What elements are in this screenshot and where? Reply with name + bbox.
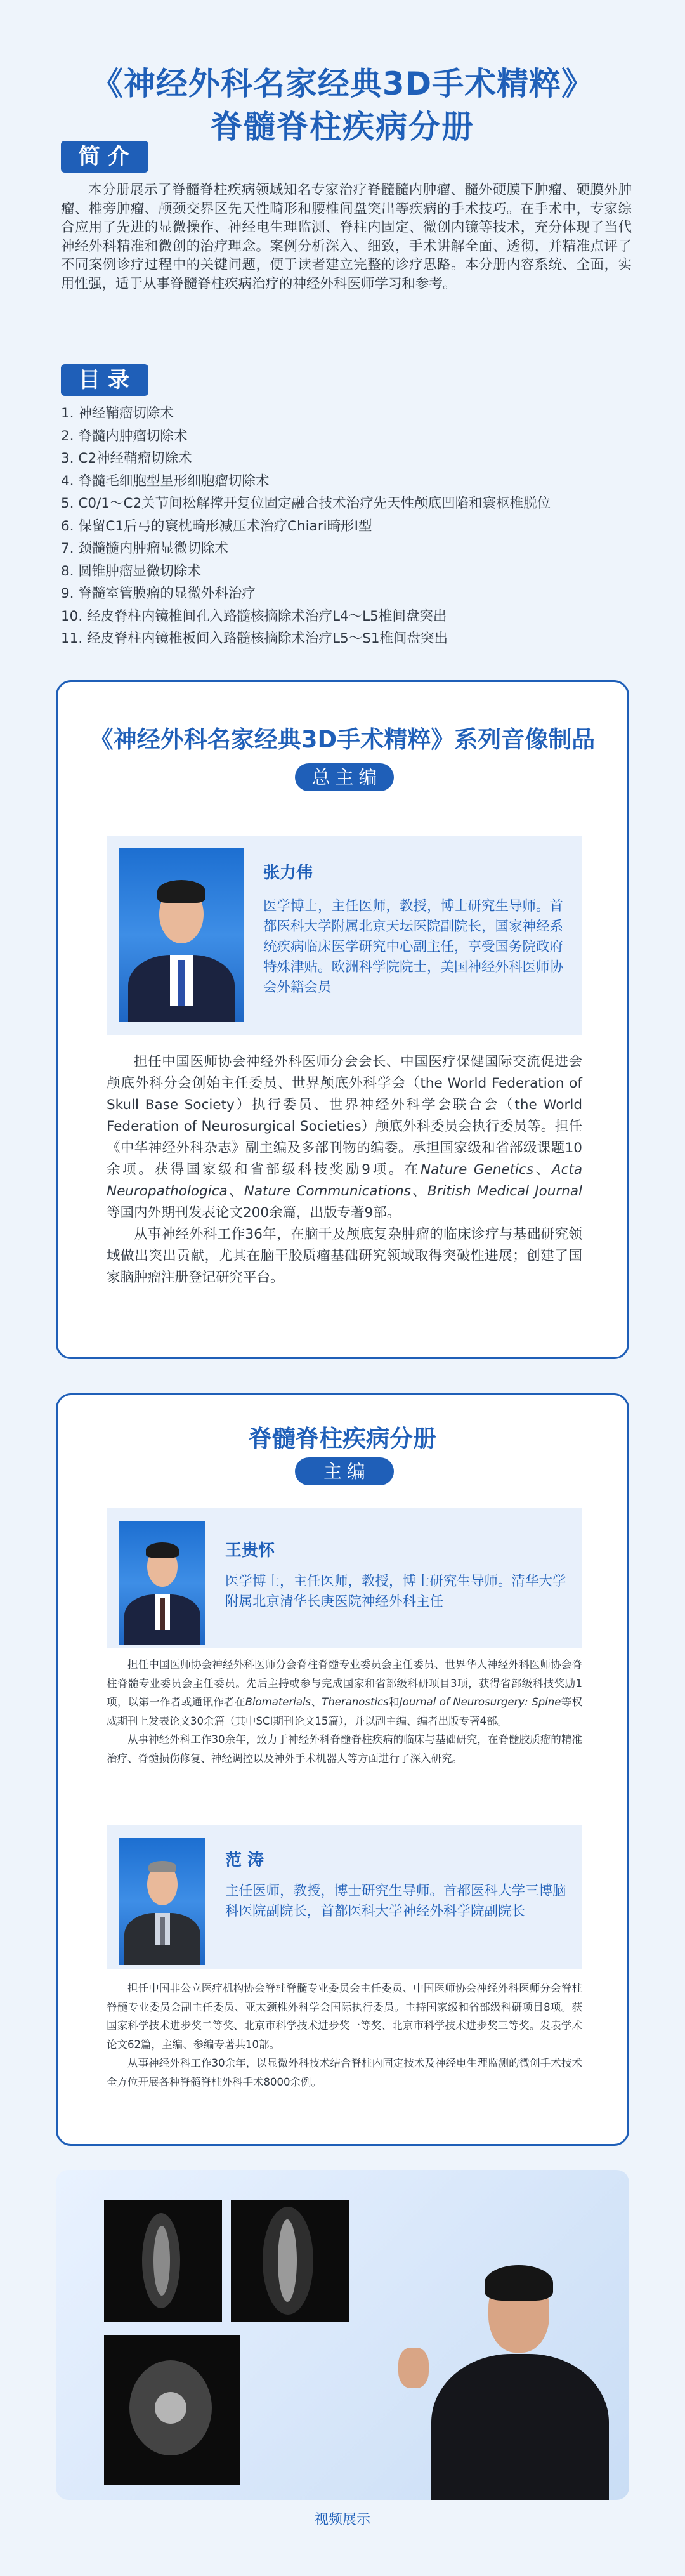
chief-editor-bio [107, 1051, 582, 1289]
editor-bio-fan [107, 1979, 582, 2091]
toc-item: 10. 经皮脊柱内镜椎间孔入路髓核摘除术治疗L4～L5椎间盘突出 [61, 608, 447, 624]
editor-profile-wang [107, 1508, 582, 1648]
toc-item: 2. 脊髓内肿瘤切除术 [61, 428, 188, 444]
editor-desc-fan: 主任医师，教授，博士研究生导师。首都医科大学三博脑科医院副院长，首都医科大学神经外科学院副院长 [225, 1883, 566, 1919]
toc-item: 3. C2神经鞘瘤切除术 [61, 450, 192, 466]
toc-tag: 目录 [61, 364, 148, 396]
editor-desc-wang: 医学博士，主任医师，教授，博士研究生导师。清华大学附属北京清华长庚医院神经外科主任 [225, 1574, 566, 1610]
chief-editor-profile [107, 836, 582, 1035]
toc-item: 6. 保留C1后弓的寰枕畸形减压术治疗Chiari畸形Ⅰ型 [61, 518, 372, 534]
volume-card-title: 脊髓脊柱疾病分册 [249, 1425, 436, 1452]
presenter-hand [398, 2348, 429, 2388]
toc-item: 9. 脊髓室管膜瘤的显微外科治疗 [61, 586, 256, 601]
toc-item: 1. 神经鞘瘤切除术 [61, 405, 174, 421]
chief-editor-desc: 医学博士，主任医师，教授，博士研究生导师。首都医科大学附属北京天坛医院副院长，国家神经系统疾病临床医学研究中心副主任，享受国务院政府特殊津贴。欧洲科学院院士，美国神经外科医师协会外籍会员 [263, 898, 564, 996]
intro-text [61, 181, 632, 293]
toc-item: 5. C0/1～C2关节间松解撑开复位固定融合技术治疗先天性颅底凹陷和寰枢椎脱位 [61, 496, 551, 511]
toc-list [61, 402, 644, 650]
toc-item: 4. 脊髓毛细胞型星形细胞瘤切除术 [61, 473, 270, 489]
chief-editor-bio-paragraph: 从事神经外科工作36年，在脑干及颅底复杂肿瘤的临床诊疗与基础研究领域做出突出贡献，尤其在脑干胶质瘤基础研究领域取得突破性进展；创建了国家脑肿瘤注册登记研究平台。 [107, 1226, 582, 1285]
toc-item: 11. 经皮脊柱内镜椎板间入路髓核摘除术治疗L5～S1椎间盘突出 [61, 631, 448, 647]
editor-bio-wang [107, 1655, 582, 1768]
mri-image [104, 2335, 240, 2485]
intro-tag: 简介 [61, 141, 148, 173]
volume-card [56, 1393, 629, 2146]
editor-bio-paragraph: 担任中国非公立医疗机构协会脊柱脊髓专业委员会主任委员、中国医师协会神经外科医师分会脊柱脊髓专业委员会副主任委员、亚太颈椎外科学会国际执行委员。主持国家级和省部级科研项目8项。获国家科学技术进步奖二等奖、北京市科学技术进步奖一等奖、北京市科学技术进步奖三等奖。发表学术论文62篇，主编、参编专著共10部。 [107, 1982, 582, 2051]
page-subtitle: 脊髓脊柱疾病分册 [211, 108, 474, 145]
chief-editor-name: 张力伟 [263, 864, 313, 883]
intro-paragraph: 本分册展示了脊髓脊柱疾病领域知名专家治疗脊髓髓内肿瘤、髓外硬膜下肿瘤、硬膜外肿瘤、椎旁肿瘤、颅颈交界区先天性畸形和腰椎间盘突出等疾病的手术技巧。在手术中，专家综合应用了先进的显微操作、神经电生理监测、脊柱内固定、微创内镜等技术，充分体现了当代神经外科精准和微创的治疗理念。案例分析深入、细致，手术讲解全面、透彻，并精准点评了不同案例诊疗过程中的关键问题，便于读者建立完整的诊疗思路。本分册内容系统、全面，实用性强，适于从事脊髓脊柱疾病治疗的神经外科医师学习和参考。 [61, 182, 632, 292]
page-title: 《神经外科名家经典3D手术精粹》 [91, 65, 594, 102]
series-card [56, 680, 629, 1359]
mri-image [104, 2200, 222, 2322]
toc-item: 8. 圆锥肿瘤显微切除术 [61, 563, 201, 579]
editor-photo-fan [119, 1838, 206, 1965]
chief-editor-photo [119, 848, 244, 1022]
presenter-hair [485, 2265, 553, 2301]
editor-name-fan: 范 涛 [225, 1851, 264, 1870]
chief-editor-bio-paragraph: 担任中国医师协会神经外科医师分会会长、中国医疗保健国际交流促进会颅底外科分会创始主任委员、世界颅底外科学会（the World Federation of Skull Base Society）执行委员、世界神经外科学会联合会（the World Federation of Neurosurgical Societies）颅底外科委员会执行委员等。担任《中华神经外科杂志》副主编及多部刊物的编委。承担国家级和省部级课题10余项。获得国家级和省部级科技奖励9项。在Nature Genetics、Acta Neuropathologica、Nature Communications、British Medical Journal等国内外期刊发表论文200余篇，出版专著9部。 [107, 1054, 582, 1221]
series-card-title: 《神经外科名家经典3D手术精粹》系列音像制品 [89, 726, 596, 753]
editor-name-wang: 王贵怀 [225, 1541, 275, 1560]
editor-bio-paragraph: 担任中国医师协会神经外科医师分会脊柱脊髓专业委员会主任委员、世界华人神经外科医师协会脊柱脊髓专业委员会主任委员。先后主持或参与完成国家和省部级科研项目3项，获得省部级科技奖励1项，以第一作者或通讯作者在Biomaterials、Theranostics和Journal of Neurosurgery: Spine等权威期刊上发表论文30余篇（其中SCI期刊论文15篇），并以副主编、编者出版专著4部。 [107, 1659, 583, 1727]
editor-profile-fan [107, 1825, 582, 1969]
editor-bio-paragraph: 从事神经外科工作30余年，致力于神经外科脊髓脊柱疾病的临床与基础研究，在脊髓胶质瘤的精准治疗、脊髓损伤修复、神经调控以及神外手术机器人等方面进行了深入研究。 [107, 1733, 582, 1764]
editor-bio-paragraph: 从事神经外科工作30余年，以显微外科技术结合脊柱内固定技术及神经电生理监测的微创手术技术全方位开展各种脊髓脊柱外科手术8000余例。 [107, 2057, 582, 2088]
toc-item: 7. 颈髓髓内肿瘤显微切除术 [61, 541, 228, 556]
presenter [431, 2354, 609, 2500]
video-caption: 视频展示 [314, 2512, 370, 2528]
editor-badge: 主编 [295, 1457, 394, 1485]
video-preview[interactable] [56, 2170, 629, 2500]
editor-photo-wang [119, 1521, 206, 1645]
chief-editor-badge: 总主编 [295, 763, 394, 791]
mri-image [231, 2200, 349, 2322]
